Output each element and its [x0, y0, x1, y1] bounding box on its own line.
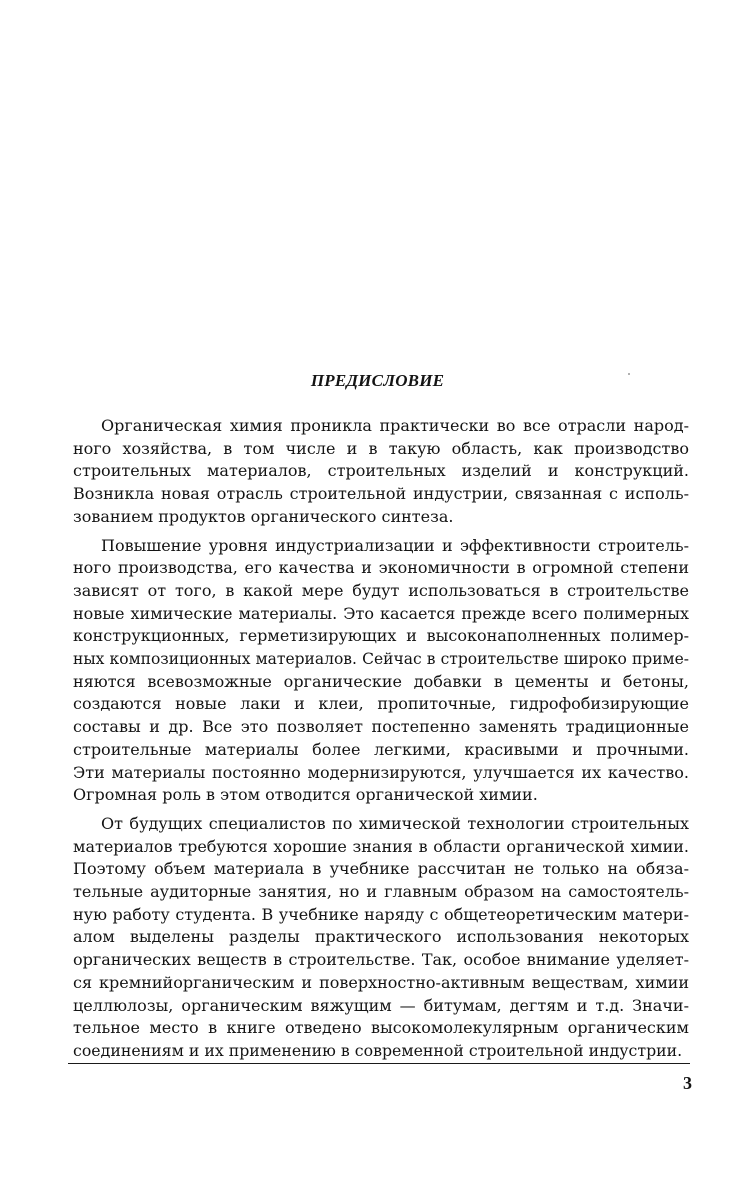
paragraph-1: [73, 415, 689, 529]
text-line: ся кремнийорганическим и поверхностно-активным веществам, химии: [73, 972, 689, 992]
text-line: ную работу студента. В учебнике наряду с общетеоретическим матери-: [73, 904, 689, 924]
page-heading: ПРЕДИСЛОВИЕ: [310, 371, 445, 390]
preface-body: [73, 415, 689, 1063]
text-line: материалов требуются хорошие знания в области органической химии.: [73, 836, 689, 856]
text-line: тельное место в книге отведено высокомолекулярным органическим: [73, 1018, 689, 1038]
print-speck: [628, 373, 630, 375]
text-line: ного хозяйства, в том числе и в такую область, как производство: [73, 438, 689, 458]
text-line: зованием продуктов органического синтеза.: [73, 506, 454, 526]
text-line: строительных материалов, строительных изделий и конструкций.: [73, 461, 689, 481]
text-line: строительные материалы более легкими, красивыми и прочными.: [73, 739, 689, 759]
text-line: Возникла новая отрасль строительной индустрии, связанная с исполь-: [73, 484, 689, 504]
text-line: органических веществ в строительстве. Так, особое внимание уделяет-: [73, 950, 689, 970]
text-line: целлюлозы, органическим вяжущим — битумам, дегтям и т.д. Значи-: [73, 995, 689, 1015]
text-line: Повышение уровня индустриализации и эффективности строитель-: [101, 535, 689, 555]
text-line: тельные аудиторные занятия, но и главным образом на самостоятель-: [73, 882, 689, 902]
text-line: зависят от того, в какой мере будут использоваться в строительстве: [73, 580, 689, 600]
text-line: Эти материалы постоянно модернизируются, улучшается их качество.: [73, 762, 689, 782]
text-line: Органическая химия проникла практически во все отрасли народ-: [101, 416, 689, 435]
text-line: алом выделены разделы практического использования некоторых: [73, 927, 689, 947]
page-number: 3: [683, 1073, 692, 1093]
text-line: ного производства, его качества и экономичности в огромной степени: [73, 558, 689, 578]
text-line: конструкционных, герметизирующих и высоконаполненных полимер-: [73, 626, 689, 646]
text-line: создаются новые лаки и клеи, пропиточные, гидрофобизирующие: [73, 694, 689, 714]
text-line: няются всевозможные органические добавки в цементы и бетоны,: [73, 671, 689, 691]
text-line: Поэтому объем материала в учебнике рассчитан не только на обяза-: [73, 859, 689, 879]
paragraph-2: [73, 535, 689, 807]
paragraph-3: [73, 813, 689, 1063]
text-line: соединениям и их применению в современной строительной индустрии.: [73, 1040, 683, 1060]
text-line: составы и др. Все это позволяет постепенно заменять традиционные: [73, 717, 689, 737]
footer-rule: [68, 1063, 690, 1064]
text-line: Огромная роль в этом отводится органической химии.: [73, 785, 538, 805]
text-line: От будущих специалистов по химической технологии строительных: [101, 813, 689, 833]
text-line: новые химические материалы. Это касается прежде всего полимерных: [73, 603, 689, 623]
text-line: ных композиционных материалов. Сейчас в строительстве широко приме-: [73, 650, 689, 669]
